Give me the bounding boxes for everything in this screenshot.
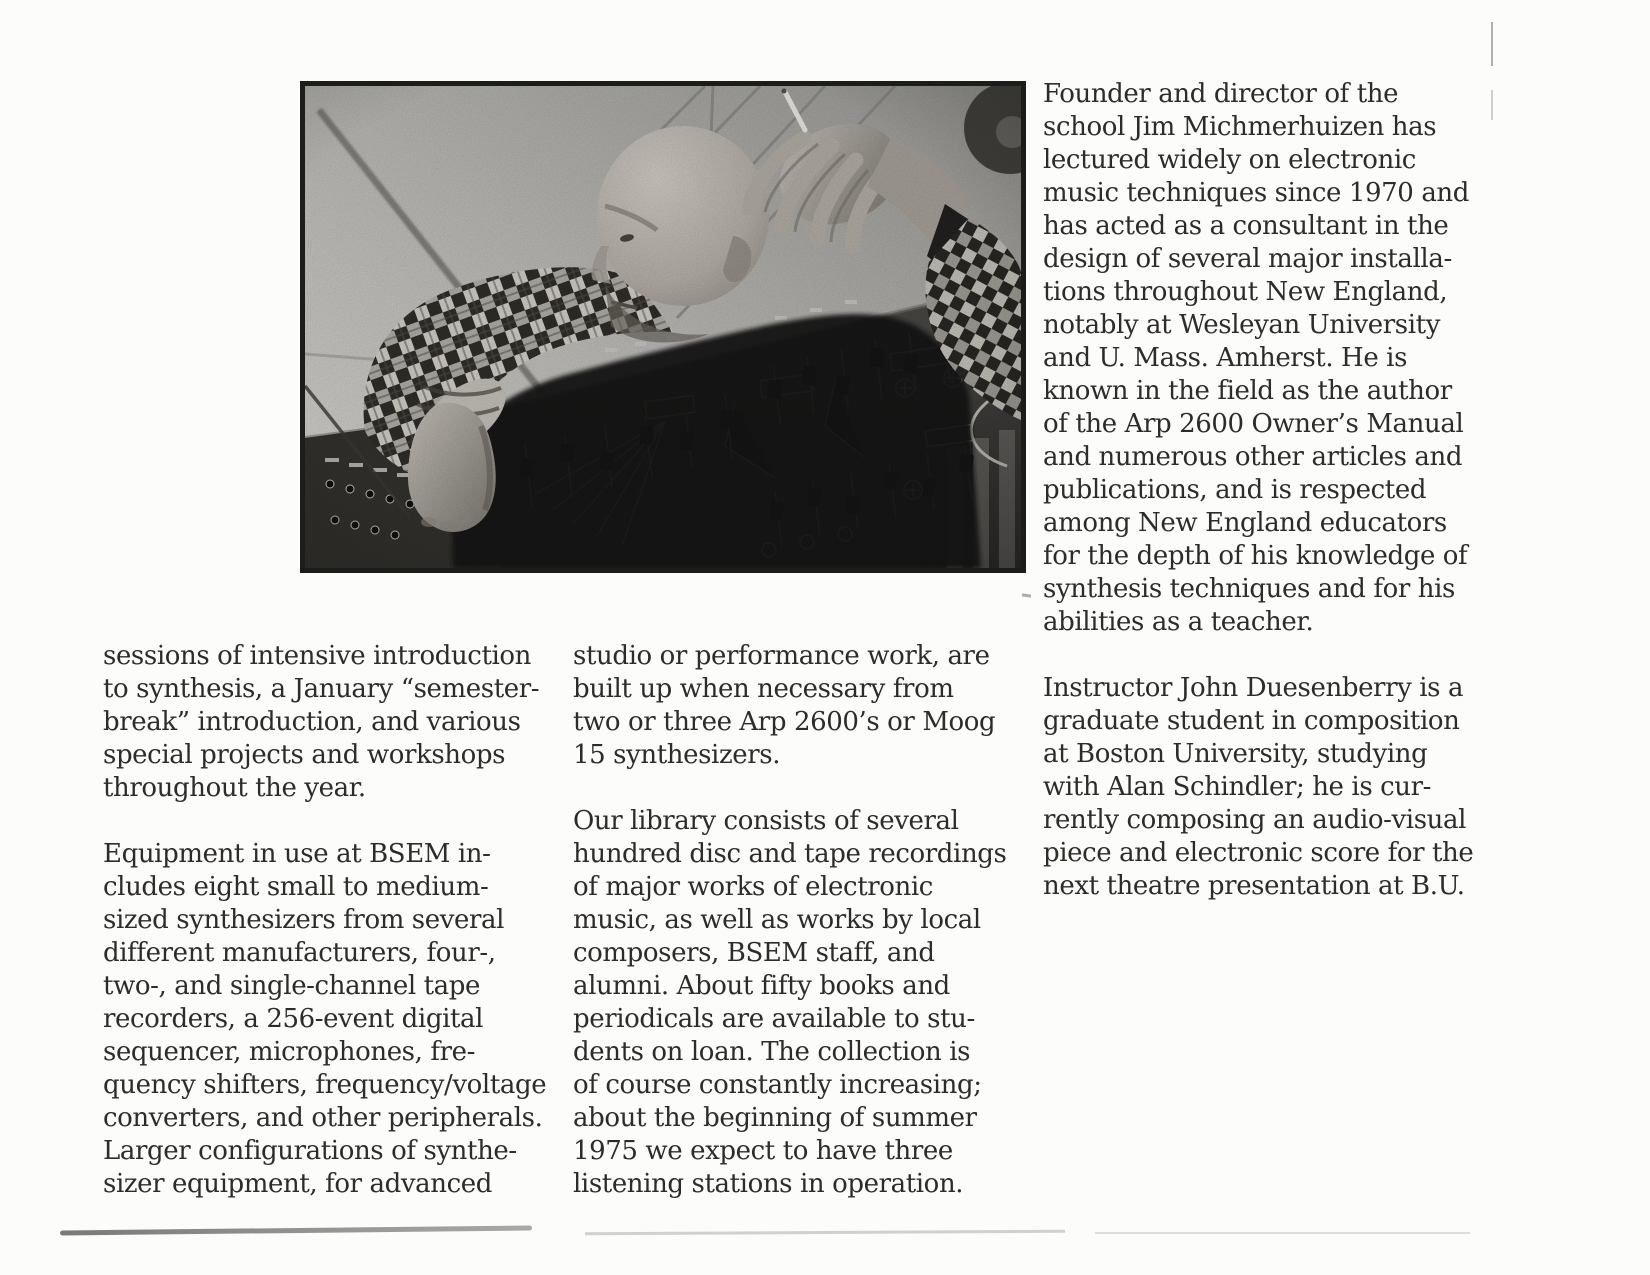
scan-edge-mark	[1491, 90, 1493, 120]
scan-fold-line	[1095, 1232, 1470, 1234]
photo-illustration	[305, 86, 1021, 568]
text-column-middle	[573, 640, 1005, 1234]
paragraph: Equipment in use at BSEM in- cludes eight small to medium- sized synthesizers from several different manufacturers, four-, two-, and single-channel tape recorders, a 256-event digital sequencer, microphones, fre- quency shifters, frequency/voltage converters, and other peripherals. Larger configurations of synthe- sizer equipment, for advanced	[103, 839, 547, 1199]
paragraph: Instructor John Duesenberry is a graduate student in composition at Boston University, studying with Alan Schindler; he is cur- rently composing an audio-visual piece and electronic score for the next theatre presentation at B.U.	[1043, 673, 1474, 901]
photo-grain	[305, 86, 1021, 568]
paragraph: Our library consists of several hundred disc and tape recordings of major works of electronic music, as well as works by local composers, BSEM staff, and alumni. About fifty books and periodicals are available to stu- dents on loan. The collection is of course constantly increasing; about the beginning of summer 1975 we expect to have three listening stations in operation.	[573, 806, 1007, 1199]
photo-figure	[300, 81, 1026, 573]
text-column-left	[103, 640, 547, 1234]
scan-stray-mark	[1022, 593, 1031, 597]
paragraph: Founder and director of the school Jim Michmerhuizen has lectured widely on electronic music techniques since 1970 and has acted as a consultant in the design of several major installa- tions throughout New England, notably at Wesleyan University and U. Mass. Amherst. He is known in the field as the author of the Arp 2600 Owner’s Manual and numerous other articles and publications, and is respected among New England educators for the depth of his knowledge of synthesis techniques and for his abilities as a teacher.	[1043, 79, 1470, 637]
text-column-right	[1043, 78, 1475, 936]
paragraph: studio or performance work, are built up when necessary from two or three Arp 2600’s or Moog 15 synthesizers.	[573, 641, 996, 770]
paragraph: sessions of intensive introduction to synthesis, a January “semester- break” introduction, and various special projects and workshops throughout the year.	[103, 641, 540, 803]
scan-edge-mark	[1491, 22, 1493, 66]
